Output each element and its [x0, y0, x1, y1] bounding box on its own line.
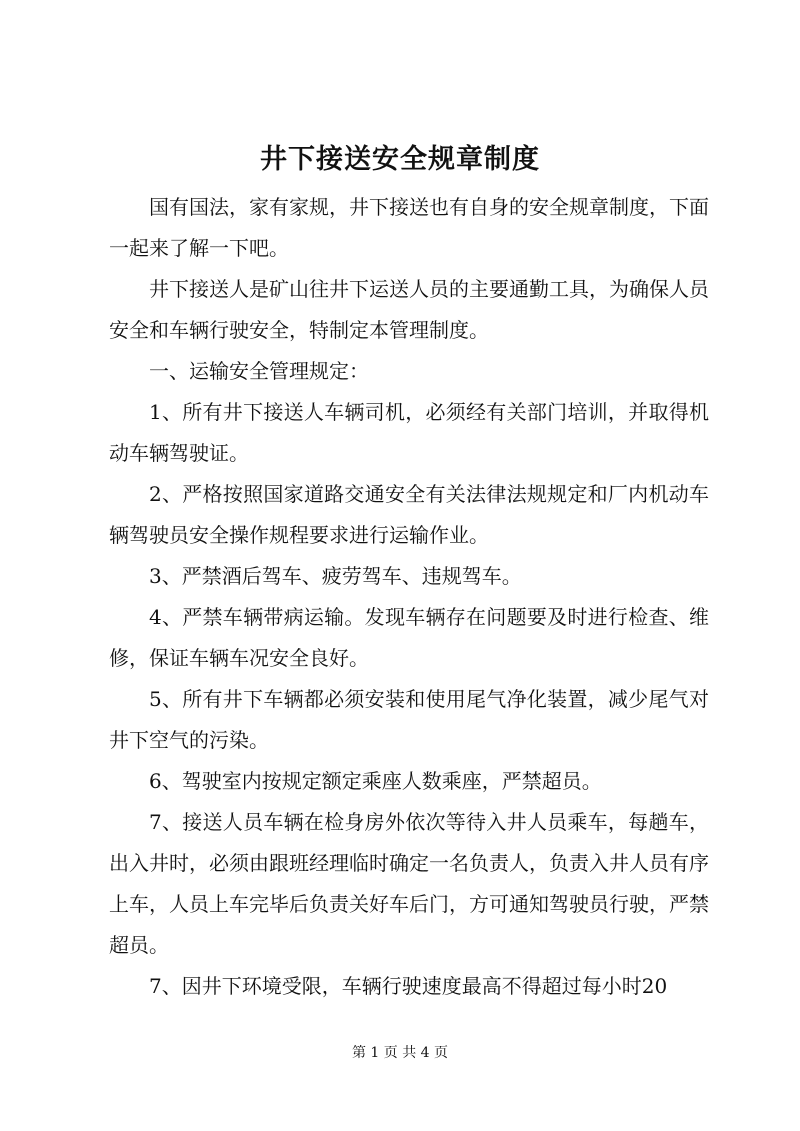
- rule-item-4: 4、严禁车辆带病运输。发现车辆存在问题要及时进行检查、维修，保证车辆车况安全良好。: [109, 605, 709, 670]
- rule-item-5: 5、所有井下车辆都必须安装和使用尾气净化装置，减少尾气对井下空气的污染。: [109, 687, 709, 752]
- rule-item-2: 2、严格按照国家道路交通安全有关法律法规规定和厂内机动车辆驾驶员安全操作规程要求进行运输作业。: [109, 482, 709, 547]
- document-body: [109, 187, 709, 1007]
- rule-item-3: 3、严禁酒后驾车、疲劳驾车、违规驾车。: [149, 564, 522, 588]
- page-footer: 第 1 页 共 4 页: [351, 1045, 449, 1061]
- document-title: 井下接送安全规章制度: [260, 144, 540, 175]
- rule-item-7: 7、接送人员车辆在检身房外依次等待入井人员乘车，每趟车，出入井时，必须由跟班经理临时确定一名负责人，负责入井人员有序上车，人员上车完毕后负责关好车后门，方可通知驾驶员行驶，严禁超员。: [109, 810, 709, 957]
- section-heading: 一、运输安全管理规定：: [149, 359, 369, 383]
- rule-item-7b: 7、因井下环境受限，车辆行驶速度最高不得超过每小时20: [149, 974, 668, 998]
- rule-item-1: 1、所有井下接送人车辆司机，必须经有关部门培训，并取得机动车辆驾驶证。: [109, 400, 709, 465]
- paragraph-intro: 国有国法，家有家规，井下接送也有自身的安全规章制度，下面一起来了解一下吧。: [109, 195, 709, 260]
- paragraph-purpose: 井下接送人是矿山往井下运送人员的主要通勤工具，为确保人员安全和车辆行驶安全，特制定本管理制度。: [109, 277, 709, 342]
- rule-item-6: 6、驾驶室内按规定额定乘座人数乘座，严禁超员。: [149, 769, 602, 793]
